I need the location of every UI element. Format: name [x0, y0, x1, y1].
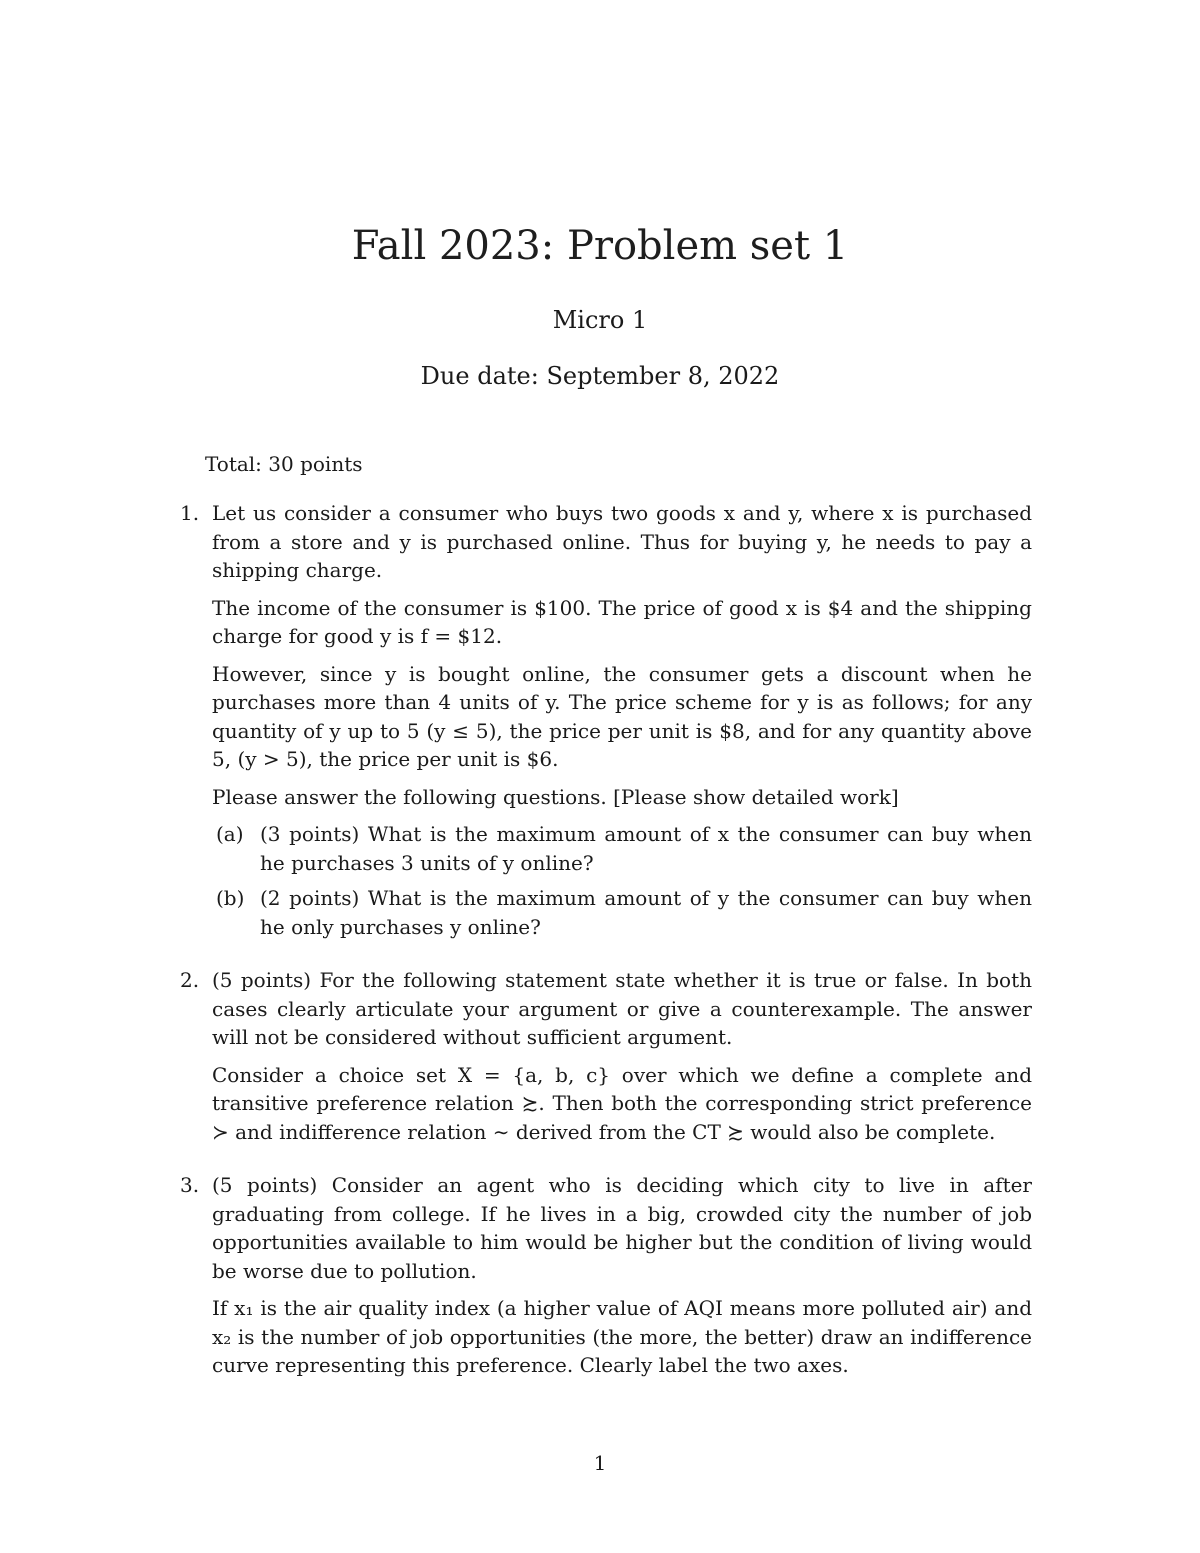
problem-paragraph: (5 points) Consider an agent who is deciding which city to live in after graduating from college. If he lives in a big, crowded city the number of job opportunities available to him would be higher but the condition of living would be worse due to pollution. — [212, 1173, 1032, 1283]
page-title: Fall 2023: Problem set 1 — [351, 223, 849, 269]
total-points: Total: 30 points — [205, 452, 363, 476]
due-date: Due date: September 8, 2022 — [420, 362, 780, 390]
problem-number: 3. — [180, 1173, 200, 1197]
problem-paragraph: If x₁ is the air quality index (a higher value of AQI means more polluted air) and x₂ is the number of job opportunities (the more, the better) draw an indifference curve representing this preference. Clearly label the two axes. — [212, 1296, 1032, 1377]
subquestion-label: (a) — [216, 822, 244, 846]
problem-paragraph: Consider a choice set X = {a, b, c} over which we define a complete and transitive preference relation ≿. Then both the corresponding strict preference ≻ and indifference relation ∼ derived from the CT ≿ would also be complete. — [212, 1062, 1032, 1144]
subquestion-b — [212, 884, 1032, 941]
subquestion-text: (3 points) What is the maximum amount of x the consumer can buy when he purchases 3 units of y online? — [260, 822, 1032, 875]
problem-paragraph: (5 points) For the following statement state whether it is true or false. In both cases clearly articulate your argument or give a counterexample. The answer will not be considered without sufficient argument. — [212, 968, 1032, 1049]
subquestion-text: (2 points) What is the maximum amount of y the consumer can buy when he only purchases y online? — [260, 886, 1032, 939]
subquestion-label: (b) — [216, 886, 245, 910]
page-number: 1 — [593, 1451, 607, 1475]
problem-list — [172, 499, 1032, 1389]
problem-number: 2. — [180, 968, 200, 992]
problem-1 — [172, 499, 1032, 941]
problem-number: 1. — [180, 501, 200, 525]
subquestion-a — [212, 820, 1032, 877]
problem-paragraph: The income of the consumer is $100. The price of good x is $4 and the shipping charge for good y is f = $12. — [212, 595, 1032, 648]
problem-paragraph: Please answer the following questions. [Please show detailed work] — [212, 784, 899, 809]
problem-paragraph: However, since y is bought online, the consumer gets a discount when he purchases more than 4 units of y. The price scheme for y is as follows; for any quantity of y up to 5 (y ≤ 5), the price per unit is $8, and for any quantity above 5, (y > 5), the price per unit is $6. — [212, 661, 1032, 771]
problem-paragraph: Let us consider a consumer who buys two goods x and y, where x is purchased from a store and y is purchased online. Thus for buying y, he needs to pay a shipping charge. — [212, 501, 1032, 582]
problem-3 — [172, 1171, 1032, 1380]
course-subtitle: Micro 1 — [552, 306, 648, 334]
problem-2 — [172, 966, 1032, 1146]
